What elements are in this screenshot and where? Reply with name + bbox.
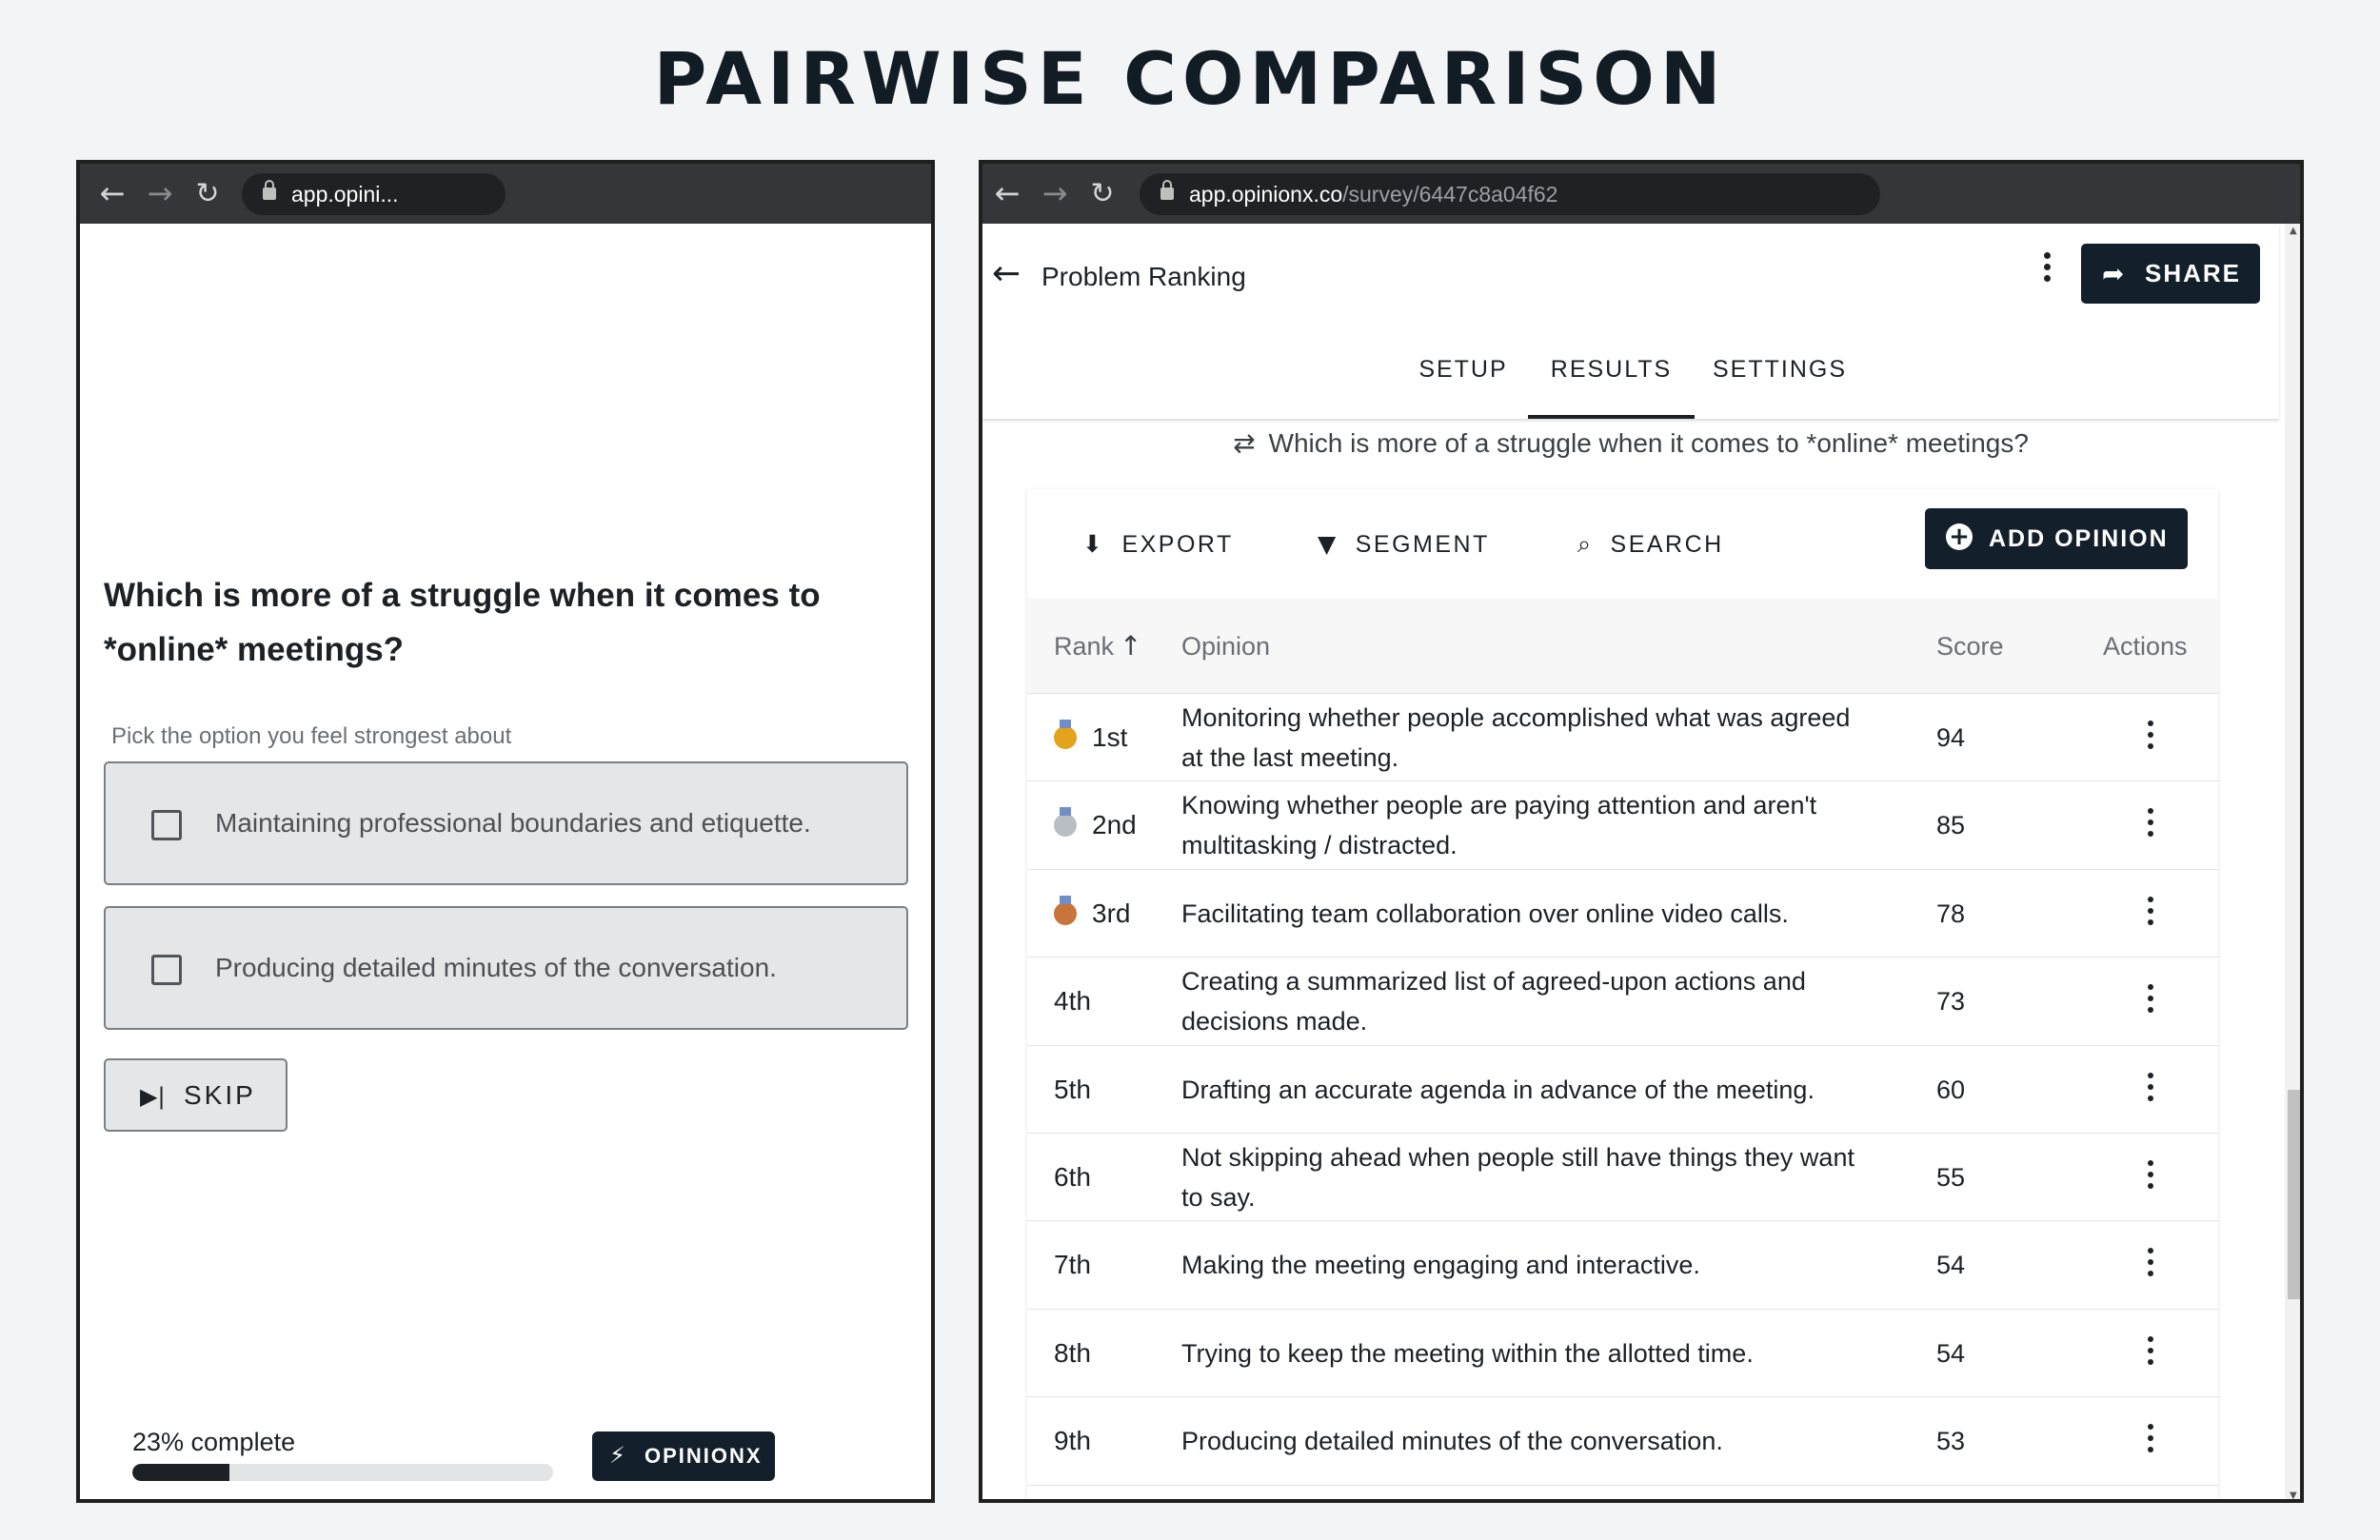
option-card-1[interactable] [104,761,908,885]
opinion-cell: Not skipping ahead when people still have things they want to say. [1181,1142,1854,1212]
url-path: /survey/6447c8a04f62 [1342,182,1558,207]
back-icon[interactable]: ← [99,175,126,211]
option-label: Maintaining professional boundaries and etiquette. [215,808,811,838]
rank-cell [1054,1046,1091,1134]
scroll-up-icon[interactable]: ▲ [2290,226,2297,236]
results-toolbar [1027,489,2218,599]
export-button[interactable] [1082,489,1234,599]
lock-icon [263,188,276,200]
browser-toolbar [982,164,2300,224]
plus-circle-icon: + [1946,523,1973,550]
download-icon: ⬇ [1082,530,1105,558]
rank-cell [1054,870,1130,958]
export-label: EXPORT [1121,531,1234,558]
forward-icon[interactable]: → [1041,175,1068,211]
opinion-cell: Making the meeting engaging and interactive. [1181,1251,1700,1280]
table-row[interactable] [1027,870,2218,958]
progress-fill [132,1464,229,1481]
rank-label: 8th [1054,1337,1091,1368]
table-header [1027,599,2218,694]
more-menu-kebab-icon[interactable] [2037,252,2056,300]
opinion-cell: Knowing whether people are paying attention and aren't multitasking / distracted. [1181,791,1817,860]
rank-cell [1054,1221,1091,1309]
tab-settings[interactable]: SETTINGS [1712,356,1847,383]
row-actions-kebab-icon[interactable] [2141,808,2160,846]
option-label: Producing detailed minutes of the conversation. [215,953,777,982]
table-row[interactable] [1027,1221,2218,1309]
opinionx-brand-button[interactable] [592,1431,775,1481]
tab-setup[interactable]: SETUP [1418,356,1508,383]
rank-cell [1054,694,1127,781]
column-score: Score [1936,632,2004,661]
score-cell: 55 [1936,1162,1966,1192]
bolt-icon: ⚡ [609,1442,625,1469]
table-row[interactable] [1027,781,2218,869]
row-actions-kebab-icon[interactable] [2141,1248,2160,1286]
medal-icon [1054,814,1077,837]
row-actions-kebab-icon[interactable] [2141,1160,2160,1198]
table-row[interactable] [1027,958,2218,1045]
column-rank[interactable] [1054,599,1142,694]
results-panel [1027,489,2218,1503]
results-table-body [1027,694,2218,1486]
question-text: Which is more of a struggle when it comes to *online* meetings? [1268,428,2029,458]
rank-label: 7th [1054,1250,1091,1280]
score-cell: 60 [1936,1075,1966,1104]
opinion-cell: Trying to keep the meeting within the allotted time. [1181,1338,1754,1368]
headline: PAIRWISE COMPARISON [653,36,1727,121]
question-subtext: Pick the option you feel strongest about [111,723,512,749]
option-card-2[interactable] [104,906,908,1030]
share-label: SHARE [2145,259,2242,287]
rank-label: 9th [1054,1426,1091,1456]
tab-results[interactable]: RESULTS [1528,346,1695,419]
table-row[interactable] [1027,1310,2218,1397]
table-row[interactable] [1027,694,2218,781]
score-cell: 53 [1936,1427,1966,1456]
table-row[interactable] [1027,1397,2218,1485]
search-icon: ⌕ [1577,530,1594,558]
medal-icon [1054,726,1077,749]
arrow-left-icon[interactable]: ← [992,254,1021,293]
medal-icon [1054,902,1077,925]
progress-label: 23% complete [132,1428,296,1456]
progress-bar [132,1464,553,1481]
rank-label: 5th [1054,1074,1091,1104]
reload-icon[interactable]: ↻ [1090,177,1115,210]
rank-label: 6th [1054,1161,1091,1192]
row-actions-kebab-icon[interactable] [2141,1336,2160,1374]
column-actions: Actions [2103,632,2188,661]
opinion-cell: Producing detailed minutes of the conversation. [1181,1427,1723,1456]
add-opinion-label: ADD OPINION [1989,525,2169,552]
scrollbar[interactable] [2285,224,2304,1503]
checkbox-icon[interactable] [151,955,182,985]
results-browser-window [979,160,2304,1503]
opinion-cell: Drafting an accurate agenda in advance of the meeting. [1181,1075,1815,1104]
brand-label: OPINIONX [645,1444,763,1468]
column-opinion: Opinion [1181,632,1271,661]
sort-up-icon[interactable]: ↑ [1120,630,1142,661]
rank-cell [1054,781,1137,869]
url-host: app.opinionx.co [1189,182,1343,207]
row-actions-kebab-icon[interactable] [2141,721,2160,759]
score-cell: 94 [1936,723,1966,752]
score-cell: 54 [1936,1251,1966,1280]
scroll-down-icon[interactable]: ▼ [2290,1491,2297,1501]
rank-label: 4th [1054,986,1091,1017]
rank-label: 3rd [1092,898,1131,928]
search-label: SEARCH [1610,531,1724,558]
reload-icon[interactable]: ↻ [195,177,220,210]
row-actions-kebab-icon[interactable] [2141,1424,2160,1462]
score-cell: 73 [1936,987,1966,1017]
score-cell: 54 [1936,1338,1966,1368]
skip-button[interactable] [104,1058,288,1132]
app-header [982,224,2279,419]
forward-icon[interactable]: → [147,175,173,211]
address-bar[interactable] [1140,173,1880,215]
add-opinion-button[interactable] [1925,508,2188,569]
scrollbar-thumb[interactable] [2288,1090,2301,1299]
column-rank-label: Rank [1054,632,1115,661]
lock-icon [1160,188,1174,200]
skip-label: SKIP [184,1080,256,1110]
question-title: Which is more of a struggle when it comes to *online* meetings? [104,577,821,668]
table-row[interactable] [1027,1046,2218,1134]
score-cell: 78 [1936,898,1966,928]
row-actions-kebab-icon[interactable] [2141,984,2160,1022]
rank-cell [1054,1134,1091,1221]
url-text: app.opini... [291,182,399,207]
rank-label: 1st [1092,722,1128,752]
opinion-cell: Creating a summarized list of agreed-upon actions and decisions made. [1181,967,1806,1037]
rank-label: 2nd [1092,810,1137,840]
skip-icon: ▶| [140,1083,166,1110]
share-icon: ➦ [2102,258,2125,289]
opinion-cell: Monitoring whether people accomplished what was agreed at the last meeting. [1181,703,1851,772]
segment-button[interactable] [1318,489,1490,599]
compare-icon: ⇄ [1233,427,1256,459]
opinion-cell: Facilitating team collaboration over online video calls. [1181,898,1789,928]
address-bar[interactable] [242,173,506,215]
filter-icon: ▼ [1318,530,1339,558]
rank-cell [1054,1310,1091,1397]
rank-cell [1054,958,1091,1045]
segment-label: SEGMENT [1355,531,1490,558]
survey-question [982,427,2279,459]
row-actions-kebab-icon[interactable] [2141,1073,2160,1111]
page-title: Problem Ranking [1041,262,1246,291]
score-cell: 85 [1936,811,1966,840]
rank-cell [1054,1397,1091,1485]
share-button[interactable] [2081,244,2260,304]
checkbox-icon[interactable] [151,810,182,840]
survey-browser-window [76,160,935,1503]
table-row[interactable] [1027,1134,2218,1221]
row-actions-kebab-icon[interactable] [2141,897,2160,935]
back-icon[interactable]: ← [994,175,1021,211]
browser-toolbar [80,164,931,224]
search-button[interactable] [1577,489,1724,599]
